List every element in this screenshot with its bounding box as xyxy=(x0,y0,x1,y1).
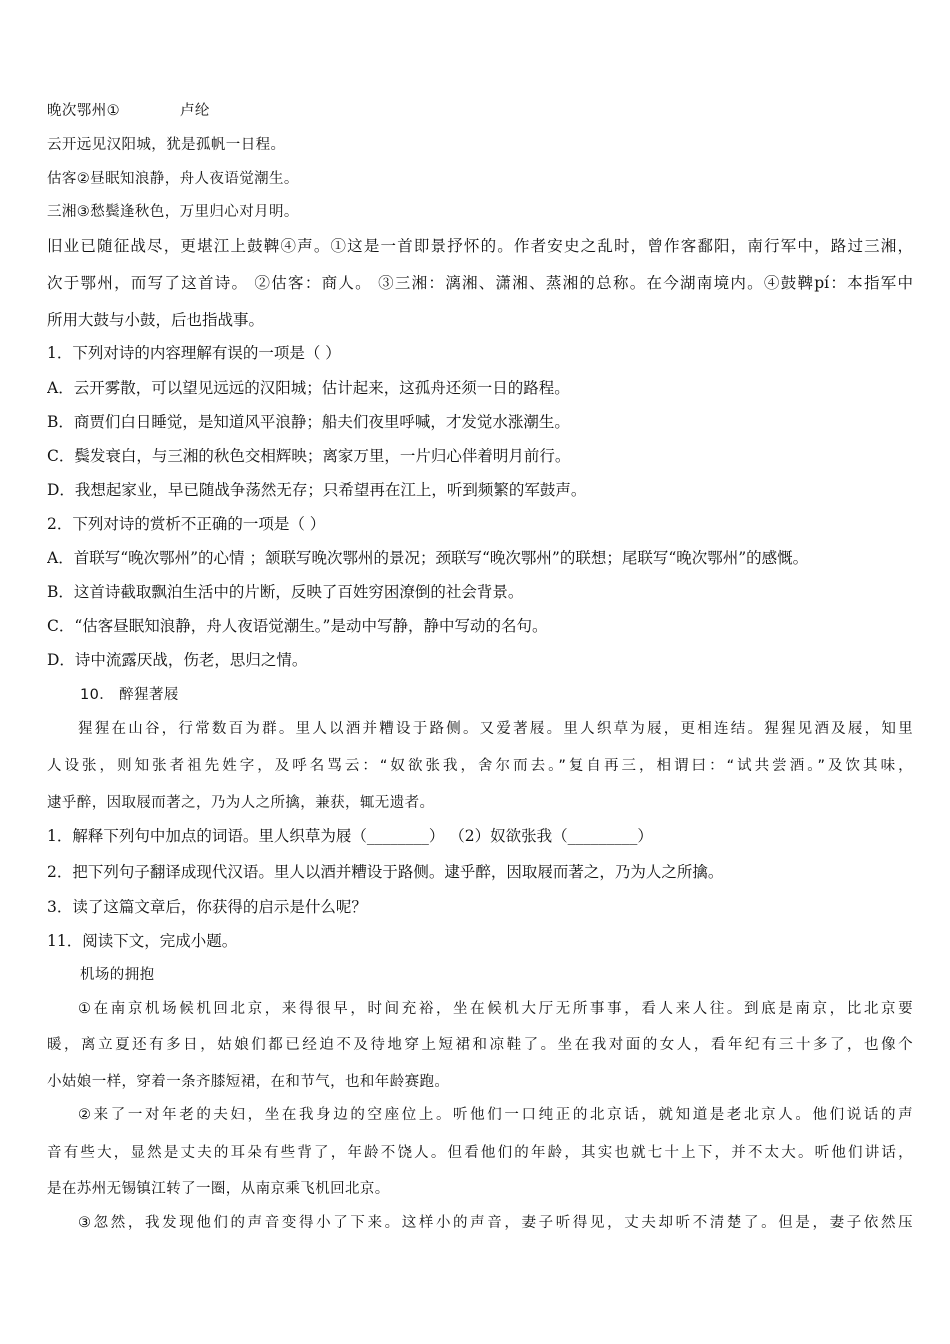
q1-option-b: B．商贾们白日睡觉，是知道风平浪静；船夫们夜里呼喊，才发觉水涨潮生。 xyxy=(47,413,570,431)
q1-option-d: D．我想起家业，早已随战争荡然无存；只希望再在江上，听到频繁的军鼓声。 xyxy=(47,481,587,499)
q2-option-c: C．“估客昼眠知浪静，舟人夜语觉潮生。”是动中写静，静中写动的名句。 xyxy=(47,617,548,635)
poem-title-line xyxy=(47,101,913,121)
section-11-heading: 11．阅读下文，完成小题。 xyxy=(47,932,238,950)
section-10-q3: 3．读了这篇文章后，你获得的启示是什么呢？ xyxy=(47,898,367,916)
poem-line-1: 云开远见汉阳城，犹是孤帆一日程。 xyxy=(47,137,286,153)
poem-author: 卢纶 xyxy=(180,103,210,119)
q1-option-c: C．鬓发衰白，与三湘的秋色交相辉映；离家万里，一片归心伴着明月前行。 xyxy=(47,447,571,465)
section-10-q2: 2．把下列句子翻译成现代汉语。里人以酒并糟设于路侧。逮乎醉，因取屐而著之，乃为人之所擒。 xyxy=(47,863,724,881)
q1-option-a: A．云开雾散，可以望见远远的汉阳城；估计起来，这孤舟还须一日的路程。 xyxy=(47,379,570,397)
article-p1-line-2: 暖，离立夏还有多日，姑娘们都已经迫不及待地穿上短裙和凉鞋了。坐在我对面的女人，看年纪有三十多了，也像个 xyxy=(47,1037,913,1053)
poem-line-2: 估客②昼眠知浪静，舟人夜语觉潮生。 xyxy=(47,171,299,187)
q2-option-d: D．诗中流露厌战，伤老，思归之情。 xyxy=(47,651,308,669)
poem-line-3: 三湘③愁鬓逢秋色，万里归心对月明。 xyxy=(47,204,299,220)
section-10-heading: 10． 醉猩著屐 xyxy=(80,687,179,703)
q2-option-a: A．首联写“晚次鄂州”的心情 ；颔联写晚次鄂州的景况；颈联写“晚次鄂州”的联想；尾联写“晚次鄂州”的感慨。 xyxy=(47,549,809,567)
section-10-para-line-1: 猩猩在山谷，行常数百为群。里人以酒并糟设于路侧。又爱著屐。里人织草为屐，更相连结。猩猩见酒及屐，知里 xyxy=(78,721,913,737)
article-p2-line-2: 音有些大，显然是丈夫的耳朵有些背了，年龄不饶人。但看他们的年龄，其实也就七十上下，并不太大。听他们讲话， xyxy=(47,1145,913,1161)
article-p3-line-1: ③忽然，我发现他们的声音变得小了下来。这样小的声音，妻子听得见，丈夫却听不清楚了。但是，妻子依然压 xyxy=(78,1215,913,1231)
poem-notes-line-2: 次于鄂州，而写了这首诗。 ②估客：商人。 ③三湘：漓湘、潇湘、蒸湘的总称。在今湖南境内。④鼓鞞pí：本指军中 xyxy=(47,274,913,292)
poem-title: 晚次鄂州① xyxy=(47,103,120,119)
poem-notes-line-1: 旧业已随征战尽，更堪江上鼓鞞④声。①这是一首即景抒怀的。作者安史之乱时，曾作客鄱阳，南行军中，路过三湘， xyxy=(47,237,913,255)
article-p1-line-1: ①在南京机场候机回北京，来得很早，时间充裕，坐在候机大厅无所事事，看人来人往。到底是南京，比北京要 xyxy=(78,1001,913,1017)
article-p2-line-3: 是在苏州无锡镇江转了一圈，从南京乘飞机回北京。 xyxy=(47,1181,390,1197)
section-10-para-line-3: 逮乎醉，因取屐而著之，乃为人之所擒，兼获，辄无遗者。 xyxy=(47,795,435,811)
article-p2-line-1: ②来了一对年老的夫妇，坐在我身边的空座位上。听他们一口纯正的北京话，就知道是老北京人。他们说话的声 xyxy=(78,1107,913,1123)
article-title: 机场的拥抱 xyxy=(80,967,155,983)
section-10-para-line-2: 人设张，则知张者祖先姓字，及呼名骂云：“奴欲张我，舍尔而去。”复自再三，相谓曰：“试共尝酒。”及饮其味， xyxy=(47,758,913,774)
q1-stem: 1．下列对诗的内容理解有误的一项是（ ） xyxy=(47,344,341,362)
section-10-q1: 1．解释下列句中加点的词语。里人织草为屐（________） （2）奴欲张我（_________） xyxy=(47,827,653,845)
q2-stem: 2．下列对诗的赏析不正确的一项是（ ） xyxy=(47,515,326,533)
q2-option-b: B．这首诗截取飘泊生活中的片断，反映了百姓穷困潦倒的社会背景。 xyxy=(47,583,524,601)
poem-notes-line-3: 所用大鼓与小鼓，后也指战事。 xyxy=(47,311,265,329)
article-p1-line-3: 小姑娘一样，穿着一条齐膝短裙，在和节气，也和年龄赛跑。 xyxy=(47,1074,450,1090)
